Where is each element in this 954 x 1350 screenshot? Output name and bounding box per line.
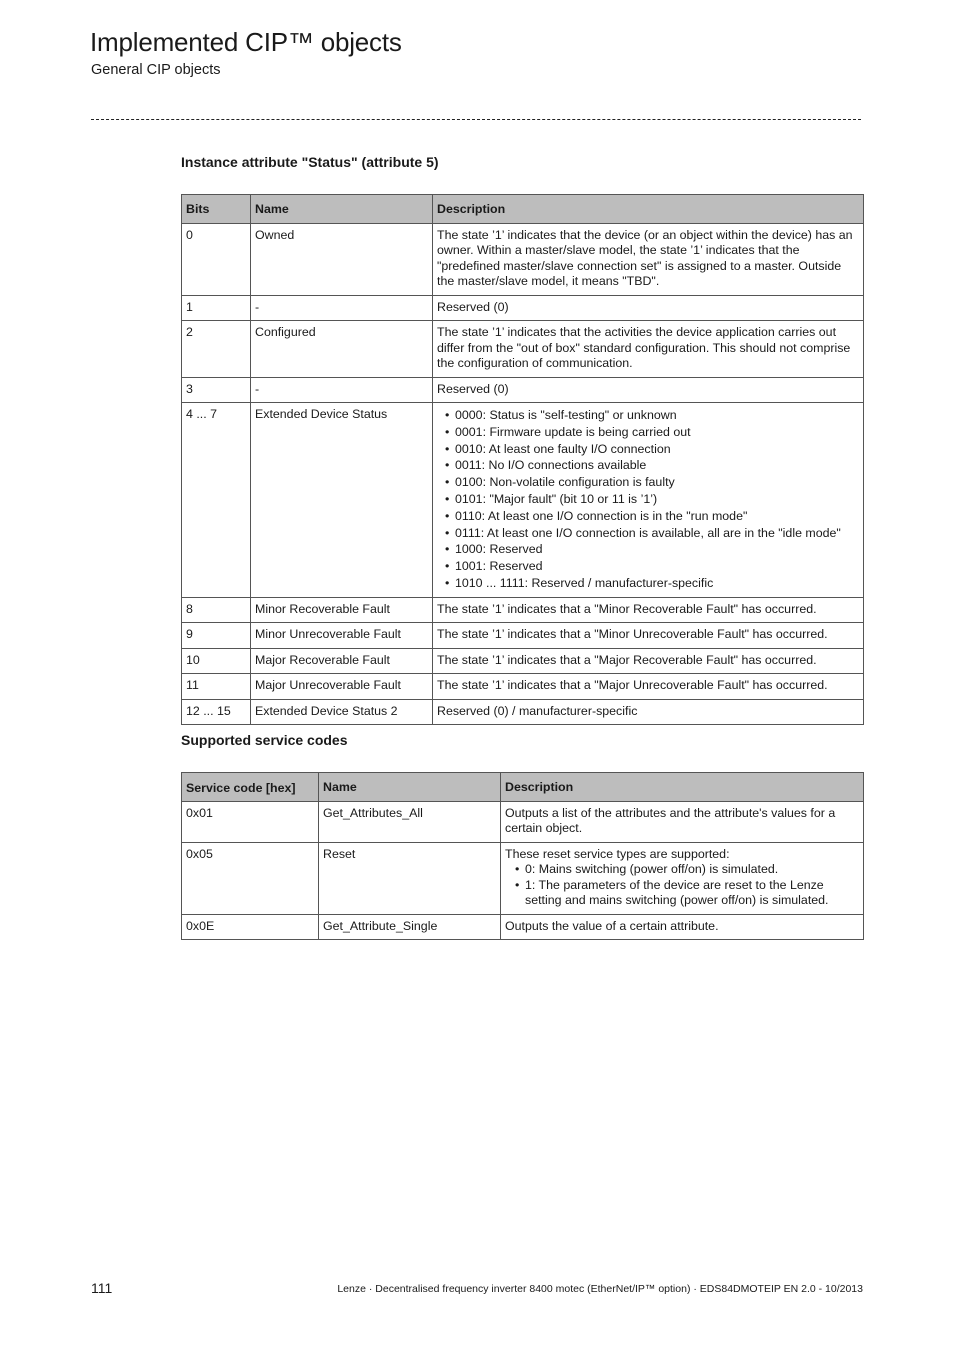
column-header-name: Name — [251, 195, 433, 224]
list-item: • 0010: At least one faulty I/O connection — [445, 441, 859, 458]
bits-cell: 3 — [182, 377, 251, 403]
list-item: • 0110: At least one I/O connection is in the "run mode" — [445, 508, 859, 525]
service-code-cell: 0x0E — [182, 914, 319, 940]
name-cell: Extended Device Status — [251, 403, 433, 598]
table-header-row — [182, 773, 864, 802]
extended-status-list — [437, 407, 859, 592]
description-cell: Outputs the value of a certain attribute. — [501, 914, 864, 940]
name-cell: Reset — [319, 842, 501, 914]
bits-cell: 12 ... 15 — [182, 699, 251, 725]
service-code-cell: 0x01 — [182, 801, 319, 842]
table-row — [182, 914, 864, 940]
name-cell: Get_Attribute_Single — [319, 914, 501, 940]
table-row — [182, 403, 864, 598]
description-cell: Outputs a list of the attributes and the attribute's values for a certain object. — [501, 801, 864, 842]
name-cell: Extended Device Status 2 — [251, 699, 433, 725]
list-item: • 1001: Reserved — [445, 558, 859, 575]
status-section-heading: Instance attribute "Status" (attribute 5) — [181, 154, 439, 170]
list-item: • 0011: No I/O connections available — [445, 457, 859, 474]
bits-cell: 10 — [182, 648, 251, 674]
list-item: • 0001: Firmware update is being carried out — [445, 424, 859, 441]
list-item: • 1: The parameters of the device are reset to the Lenze setting and mains switching (power off/on) is simulated. — [515, 878, 859, 909]
description-cell — [501, 842, 864, 914]
service-code-cell: 0x05 — [182, 842, 319, 914]
name-cell: - — [251, 377, 433, 403]
description-cell: The state ’1’ indicates that a "Minor Unrecoverable Fault" has occurred. — [433, 623, 864, 649]
bits-cell: 9 — [182, 623, 251, 649]
table-row — [182, 377, 864, 403]
bits-cell: 2 — [182, 321, 251, 378]
service-section-heading: Supported service codes — [181, 732, 348, 748]
list-item: • 0111: At least one I/O connection is available, all are in the "idle mode" — [445, 525, 859, 542]
table-row — [182, 223, 864, 295]
table-row — [182, 623, 864, 649]
name-cell: Configured — [251, 321, 433, 378]
description-cell: The state ’1’ indicates that the activities the device application carries out differ from the "out of box" standard configuration. This should not comprise the configuration of communication. — [433, 321, 864, 378]
page-subtitle: General CIP objects — [91, 62, 221, 78]
description-cell: The state ’1’ indicates that a "Minor Recoverable Fault" has occurred. — [433, 597, 864, 623]
table-row — [182, 674, 864, 700]
list-item: • 1000: Reserved — [445, 541, 859, 558]
name-cell: Owned — [251, 223, 433, 295]
reset-intro-text: These reset service types are supported: — [505, 846, 730, 861]
column-header-bits: Bits — [182, 195, 251, 224]
bits-cell: 4 ... 7 — [182, 403, 251, 598]
description-cell: Reserved (0) — [433, 377, 864, 403]
description-cell: Reserved (0) / manufacturer-specific — [433, 699, 864, 725]
footer-text: Lenze · Decentralised frequency inverter 8400 motec (EtherNet/IP™ option) · EDS84DMOTEIP EN 2.0 - 10/2013 — [337, 1283, 863, 1295]
description-cell: The state ’1’ indicates that a "Major Recoverable Fault" has occurred. — [433, 648, 864, 674]
name-cell: - — [251, 295, 433, 321]
dashed-divider — [91, 119, 861, 120]
page-title: Implemented CIP™ objects — [90, 27, 402, 57]
column-header-description: Description — [433, 195, 864, 224]
bits-cell: 8 — [182, 597, 251, 623]
table-row — [182, 648, 864, 674]
table-row — [182, 295, 864, 321]
name-cell: Minor Recoverable Fault — [251, 597, 433, 623]
table-row — [182, 699, 864, 725]
status-bits-table — [181, 194, 864, 725]
service-codes-table — [181, 772, 864, 940]
table-row — [182, 801, 864, 842]
table-header-row — [182, 195, 864, 224]
list-item: • 0000: Status is "self-testing" or unknown — [445, 407, 859, 424]
table-row — [182, 321, 864, 378]
table-row — [182, 842, 864, 914]
column-header-description: Description — [501, 773, 864, 802]
description-cell: The state ’1’ indicates that the device (or an object within the device) has an owner. Within a master/slave model, the state ’1’ indicates that the "predefined master/slave connection set" is assigned to a master. Outside the master/slave model, it means "TBD". — [433, 223, 864, 295]
description-cell: Reserved (0) — [433, 295, 864, 321]
page-number: 111 — [91, 1280, 113, 1296]
table-row — [182, 597, 864, 623]
bits-cell: 11 — [182, 674, 251, 700]
name-cell: Get_Attributes_All — [319, 801, 501, 842]
description-cell: The state ’1’ indicates that a "Major Unrecoverable Fault" has occurred. — [433, 674, 864, 700]
bits-cell: 1 — [182, 295, 251, 321]
name-cell: Major Unrecoverable Fault — [251, 674, 433, 700]
name-cell: Major Recoverable Fault — [251, 648, 433, 674]
list-item: • 0: Mains switching (power off/on) is simulated. — [515, 862, 859, 878]
column-header-service-code: Service code [hex] — [182, 773, 319, 802]
name-cell: Minor Unrecoverable Fault — [251, 623, 433, 649]
bits-cell: 0 — [182, 223, 251, 295]
description-cell — [433, 403, 864, 598]
column-header-name: Name — [319, 773, 501, 802]
list-item: • 0100: Non-volatile configuration is faulty — [445, 474, 859, 491]
list-item: • 0101: "Major fault" (bit 10 or 11 is ’1’) — [445, 491, 859, 508]
list-item: • 1010 ... 1111: Reserved / manufacturer-specific — [445, 575, 859, 592]
reset-types-list — [505, 862, 859, 909]
